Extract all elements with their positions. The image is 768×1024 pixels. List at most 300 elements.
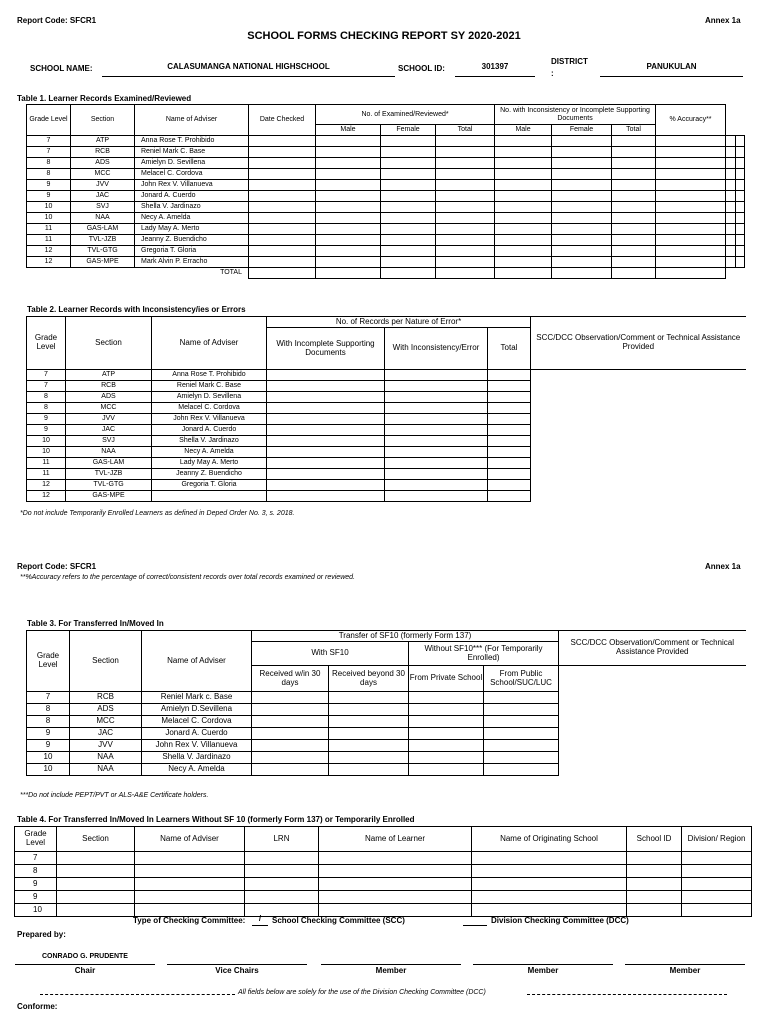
grade-cell: 9: [27, 414, 66, 425]
member2-signature-line: [473, 964, 613, 965]
section-cell: NAA: [66, 447, 152, 458]
input-cell: [726, 257, 735, 268]
input-cell: [316, 257, 381, 268]
section-cell: JVV: [66, 414, 152, 425]
observation-cell: [531, 458, 746, 469]
table-row: [27, 752, 746, 764]
input-cell: [484, 704, 559, 716]
observation-cell: [531, 392, 746, 403]
input-cell: [735, 180, 744, 191]
grade-cell: 7: [27, 370, 66, 381]
input-cell: [249, 202, 316, 213]
grade-cell: 10: [15, 904, 57, 917]
input-cell: [329, 728, 409, 740]
input-cell: [316, 235, 381, 246]
member3-label: Member: [669, 966, 701, 975]
input-cell: [135, 865, 245, 878]
section-cell: ATP: [66, 370, 152, 381]
section-cell: JVV: [71, 180, 135, 191]
input-cell: [316, 213, 381, 224]
accuracy-note: **%Accuracy refers to the percentage of correct/consistent records over total records examined or reviewed.: [20, 574, 355, 581]
section-cell: MCC: [66, 403, 152, 414]
grade-cell: 7: [27, 147, 71, 158]
input-cell: [385, 469, 488, 480]
input-cell: [472, 878, 627, 891]
observation-cell: [559, 692, 746, 704]
table-cell: [436, 268, 495, 279]
input-cell: [381, 257, 436, 268]
conforme-label: Conforme:: [17, 1002, 58, 1011]
section-cell: NAA: [70, 764, 142, 776]
input-cell: [488, 403, 531, 414]
table1-caption: Table 1. Learner Records Examined/Reviewed: [17, 94, 192, 103]
grade-cell: 7: [27, 136, 71, 147]
section-cell: JVV: [70, 740, 142, 752]
input-cell: [726, 213, 735, 224]
input-cell: [316, 224, 381, 235]
input-cell: [495, 224, 552, 235]
table-cell: [316, 268, 381, 279]
input-cell: [409, 752, 484, 764]
section-cell: JAC: [71, 191, 135, 202]
input-cell: [612, 202, 656, 213]
table1-header-inconsistency: No. with Inconsistency or Incomplete Supporting Documents: [495, 105, 656, 125]
table-row: [27, 692, 746, 704]
adviser-cell: Anna Rose T. Prohibido: [152, 370, 267, 381]
table1-body: [27, 136, 745, 268]
grade-cell: 9: [27, 180, 71, 191]
table-cell: [656, 268, 726, 279]
input-cell: [316, 191, 381, 202]
input-cell: [495, 235, 552, 246]
input-cell: [612, 180, 656, 191]
table4-header-division: Division/ Region: [682, 827, 752, 852]
table1-header-female-2: Female: [552, 125, 612, 136]
section-cell: SVJ: [66, 436, 152, 447]
table-row: [15, 878, 752, 891]
input-cell: [385, 458, 488, 469]
table-row: [27, 191, 745, 202]
input-cell: [656, 180, 726, 191]
adviser-cell: Lady May A. Merto: [135, 224, 249, 235]
grade-cell: 11: [27, 235, 71, 246]
dcc-checkbox-blank[interactable]: [463, 914, 487, 926]
table2: [26, 316, 746, 502]
input-cell: [627, 904, 682, 917]
input-cell: [612, 213, 656, 224]
input-cell: [319, 865, 472, 878]
adviser-cell: Necy A. Amelda: [142, 764, 252, 776]
adviser-cell: Jonard A. Cuerdo: [142, 728, 252, 740]
input-cell: [436, 202, 495, 213]
section-cell: GAS-MPE: [66, 491, 152, 502]
input-cell: [57, 852, 135, 865]
grade-cell: 8: [15, 865, 57, 878]
input-cell: [329, 692, 409, 704]
adviser-cell: [152, 491, 267, 502]
input-cell: [472, 904, 627, 917]
input-cell: [267, 403, 385, 414]
table-row: [27, 147, 745, 158]
district-label: DISTRICT: [551, 57, 588, 66]
input-cell: [484, 692, 559, 704]
input-cell: [472, 865, 627, 878]
input-cell: [329, 764, 409, 776]
grade-cell: 9: [27, 425, 66, 436]
table-row: [27, 469, 746, 480]
table1-total-label: TOTAL: [220, 269, 242, 277]
observation-cell: [531, 491, 746, 502]
input-cell: [735, 235, 744, 246]
input-cell: [409, 692, 484, 704]
input-cell: [436, 213, 495, 224]
table-row: [27, 447, 746, 458]
table-row: [27, 728, 746, 740]
table2-caption: Table 2. Learner Records with Inconsistency/ies or Errors: [27, 305, 246, 314]
input-cell: [656, 213, 726, 224]
input-cell: [726, 147, 735, 158]
input-cell: [735, 246, 744, 257]
section-cell: NAA: [71, 213, 135, 224]
input-cell: [319, 891, 472, 904]
input-cell: [552, 180, 612, 191]
grade-cell: 8: [27, 403, 66, 414]
grade-cell: 12: [27, 246, 71, 257]
table-row: [27, 716, 746, 728]
table-cell: [552, 268, 612, 279]
table1-header-section: Section: [71, 105, 135, 136]
input-cell: [735, 213, 744, 224]
table4-header-learner: Name of Learner: [319, 827, 472, 852]
input-cell: [488, 458, 531, 469]
table-row: [27, 740, 746, 752]
input-cell: [735, 147, 744, 158]
table2-header-section: Section: [66, 317, 152, 370]
section-cell: JAC: [66, 425, 152, 436]
input-cell: [495, 169, 552, 180]
table-row: [27, 414, 746, 425]
adviser-cell: Melacel C. Cordova: [135, 169, 249, 180]
input-cell: [612, 169, 656, 180]
table-row: [27, 136, 745, 147]
table4-header-grade: Grade Level: [15, 827, 57, 852]
input-cell: [409, 728, 484, 740]
input-cell: [385, 436, 488, 447]
input-cell: [552, 213, 612, 224]
input-cell: [726, 202, 735, 213]
district-colon: :: [551, 69, 554, 78]
input-cell: [135, 878, 245, 891]
input-cell: [726, 158, 735, 169]
input-cell: [735, 257, 744, 268]
input-cell: [488, 491, 531, 502]
section-cell: ATP: [71, 136, 135, 147]
annex-label: Annex 1a: [705, 16, 741, 25]
input-cell: [385, 491, 488, 502]
table3-header-adviser: Name of Adviser: [142, 631, 252, 692]
table3: [26, 630, 746, 776]
input-cell: [612, 246, 656, 257]
input-cell: [267, 480, 385, 491]
observation-cell: [531, 414, 746, 425]
input-cell: [267, 436, 385, 447]
grade-cell: 11: [27, 458, 66, 469]
section-cell: RCB: [66, 381, 152, 392]
input-cell: [381, 213, 436, 224]
input-cell: [612, 235, 656, 246]
dcc-note: All fields below are solely for the use of the Division Checking Committee (DCC): [238, 989, 486, 996]
input-cell: [472, 852, 627, 865]
section-cell: TVL-GTG: [66, 480, 152, 491]
adviser-cell: Gregoria T. Gloria: [135, 246, 249, 257]
grade-cell: 10: [27, 436, 66, 447]
input-cell: [495, 213, 552, 224]
input-cell: [252, 728, 329, 740]
input-cell: [436, 246, 495, 257]
dcc-divider-right: [527, 994, 727, 995]
table3-header-recv-within: Received w/in 30 days: [252, 666, 329, 692]
input-cell: [552, 158, 612, 169]
table-row: [27, 403, 746, 414]
input-cell: [329, 752, 409, 764]
table1-header-adviser: Name of Adviser: [135, 105, 249, 136]
table-row: [15, 852, 752, 865]
page2-annex-label: Annex 1a: [705, 562, 741, 571]
grade-cell: 7: [15, 852, 57, 865]
input-cell: [319, 852, 472, 865]
table-row: [27, 169, 745, 180]
input-cell: [682, 852, 752, 865]
input-cell: [267, 469, 385, 480]
input-cell: [249, 235, 316, 246]
input-cell: [249, 158, 316, 169]
adviser-cell: Amielyn D. Sevillena: [135, 158, 249, 169]
table4-caption: Table 4. For Transferred In/Moved In Learners Without SF 10 (formerly Form 137) or Temporarily Enrolled: [17, 815, 415, 824]
input-cell: [495, 202, 552, 213]
input-cell: [436, 235, 495, 246]
table-row: [27, 704, 746, 716]
table1-total-spacer: [27, 268, 71, 279]
table2-header-incomplete: With Incomplete Supporting Documents: [267, 328, 385, 370]
input-cell: [682, 865, 752, 878]
table2-header-inconsistency: With Inconsistency/Error: [385, 328, 488, 370]
table2-body: [27, 370, 746, 502]
input-cell: [249, 257, 316, 268]
table4-header-adviser: Name of Adviser: [135, 827, 245, 852]
section-cell: ADS: [71, 158, 135, 169]
input-cell: [488, 425, 531, 436]
observation-cell: [531, 425, 746, 436]
table-cell: [612, 268, 656, 279]
input-cell: [249, 213, 316, 224]
input-cell: [627, 852, 682, 865]
input-cell: [316, 136, 381, 147]
input-cell: [484, 728, 559, 740]
input-cell: [267, 370, 385, 381]
input-cell: [267, 381, 385, 392]
adviser-cell: John Rex V. Villanueva: [152, 414, 267, 425]
grade-cell: 10: [27, 447, 66, 458]
input-cell: [316, 147, 381, 158]
section-cell: GAS-MPE: [71, 257, 135, 268]
grade-cell: 9: [27, 740, 70, 752]
grade-cell: 8: [27, 716, 70, 728]
input-cell: [57, 865, 135, 878]
section-cell: TVL-GTG: [71, 246, 135, 257]
input-cell: [726, 246, 735, 257]
input-cell: [488, 480, 531, 491]
table3-header-section: Section: [70, 631, 142, 692]
section-cell: JAC: [70, 728, 142, 740]
table-row: [27, 425, 746, 436]
input-cell: [656, 191, 726, 202]
input-cell: [484, 716, 559, 728]
observation-cell: [559, 740, 746, 752]
table4: [14, 826, 752, 917]
input-cell: [552, 224, 612, 235]
adviser-cell: Jonard A. Cuerdo: [135, 191, 249, 202]
table-cell: [381, 268, 436, 279]
school-id-value: 301397: [455, 62, 535, 77]
input-cell: [249, 147, 316, 158]
input-cell: [267, 458, 385, 469]
input-cell: [267, 392, 385, 403]
table2-header-adviser: Name of Adviser: [152, 317, 267, 370]
input-cell: [656, 136, 726, 147]
table3-header-observation: SCC/DCC Observation/Comment or Technical Assistance Provided: [559, 631, 746, 666]
input-cell: [381, 147, 436, 158]
input-cell: [409, 704, 484, 716]
input-cell: [488, 370, 531, 381]
input-cell: [495, 180, 552, 191]
prepared-by-label: Prepared by:: [17, 930, 66, 939]
grade-cell: 8: [27, 392, 66, 403]
grade-cell: 9: [15, 891, 57, 904]
adviser-cell: Anna Rose T. Prohibido: [135, 136, 249, 147]
grade-cell: 9: [27, 728, 70, 740]
adviser-cell: Shella V. Jardinazo: [152, 436, 267, 447]
input-cell: [135, 904, 245, 917]
table3-header-public: From Public School/SUC/LUC: [484, 666, 559, 692]
input-cell: [656, 257, 726, 268]
input-cell: [381, 202, 436, 213]
adviser-cell: Reniel Mark C. Base: [152, 381, 267, 392]
grade-cell: 8: [27, 169, 71, 180]
input-cell: [627, 891, 682, 904]
grade-cell: 7: [27, 381, 66, 392]
input-cell: [381, 224, 436, 235]
adviser-cell: Jonard A. Cuerdo: [152, 425, 267, 436]
input-cell: [552, 235, 612, 246]
input-cell: [436, 136, 495, 147]
input-cell: [484, 764, 559, 776]
table1-header-male-2: Male: [495, 125, 552, 136]
input-cell: [381, 191, 436, 202]
dcc-label: Division Checking Committee (DCC): [491, 916, 629, 925]
table-row: [27, 158, 745, 169]
input-cell: [319, 904, 472, 917]
table2-header-nature: No. of Records per Nature of Error*: [267, 317, 531, 328]
table-row: [15, 904, 752, 917]
table1-total-spacer: [71, 268, 135, 279]
input-cell: [267, 491, 385, 502]
adviser-cell: Amielyn D.Sevillena: [142, 704, 252, 716]
input-cell: [57, 891, 135, 904]
input-cell: [245, 878, 319, 891]
grade-cell: 8: [27, 704, 70, 716]
input-cell: [385, 425, 488, 436]
observation-cell: [531, 469, 746, 480]
input-cell: [249, 191, 316, 202]
scc-checkbox-mark[interactable]: /: [252, 914, 268, 926]
input-cell: [436, 180, 495, 191]
table-cell: [249, 268, 316, 279]
grade-cell: 12: [27, 257, 71, 268]
input-cell: [245, 865, 319, 878]
input-cell: [385, 447, 488, 458]
input-cell: [252, 740, 329, 752]
input-cell: [381, 158, 436, 169]
table3-observation-space: [559, 666, 746, 692]
input-cell: [488, 381, 531, 392]
chair-name: CONRADO G. PRUDENTE: [42, 953, 128, 960]
input-cell: [316, 169, 381, 180]
school-name-value: CALASUMANGA NATIONAL HIGHSCHOOL: [102, 62, 395, 77]
table2-header-total: Total: [488, 328, 531, 370]
observation-cell: [559, 728, 746, 740]
section-cell: GAS-LAM: [66, 458, 152, 469]
input-cell: [656, 224, 726, 235]
adviser-cell: Melacel C. Cordova: [152, 403, 267, 414]
table3-footnote: ***Do not include PEPT/PVT or ALS-A&E Certificate holders.: [20, 792, 209, 799]
input-cell: [267, 447, 385, 458]
grade-cell: 11: [27, 469, 66, 480]
input-cell: [385, 392, 488, 403]
observation-cell: [531, 370, 746, 381]
table1: [26, 104, 745, 279]
input-cell: [57, 904, 135, 917]
input-cell: [495, 147, 552, 158]
input-cell: [252, 692, 329, 704]
input-cell: [436, 224, 495, 235]
district-value: PANUKULAN: [600, 62, 743, 77]
vice-chairs-label: Vice Chairs: [215, 966, 259, 975]
table1-header-grade: Grade Level: [27, 105, 71, 136]
input-cell: [329, 740, 409, 752]
observation-cell: [531, 436, 746, 447]
adviser-cell: Reniel Mark C. Base: [135, 147, 249, 158]
grade-cell: 12: [27, 480, 66, 491]
input-cell: [726, 180, 735, 191]
table4-body: [15, 852, 752, 917]
adviser-cell: Shella V. Jardinazo: [142, 752, 252, 764]
table-row: [27, 491, 746, 502]
input-cell: [436, 169, 495, 180]
table-row: [27, 246, 745, 257]
table2-header-grade: Grade Level: [27, 317, 66, 370]
grade-cell: 8: [27, 158, 71, 169]
input-cell: [627, 878, 682, 891]
section-cell: TVL-JZB: [71, 235, 135, 246]
table3-caption: Table 3. For Transferred In/Moved In: [27, 619, 164, 628]
observation-cell: [531, 480, 746, 491]
section-cell: ADS: [66, 392, 152, 403]
input-cell: [381, 169, 436, 180]
adviser-cell: John Rex V. Villanueva: [142, 740, 252, 752]
input-cell: [682, 891, 752, 904]
table1-header-total-2: Total: [612, 125, 656, 136]
member2-label: Member: [527, 966, 559, 975]
